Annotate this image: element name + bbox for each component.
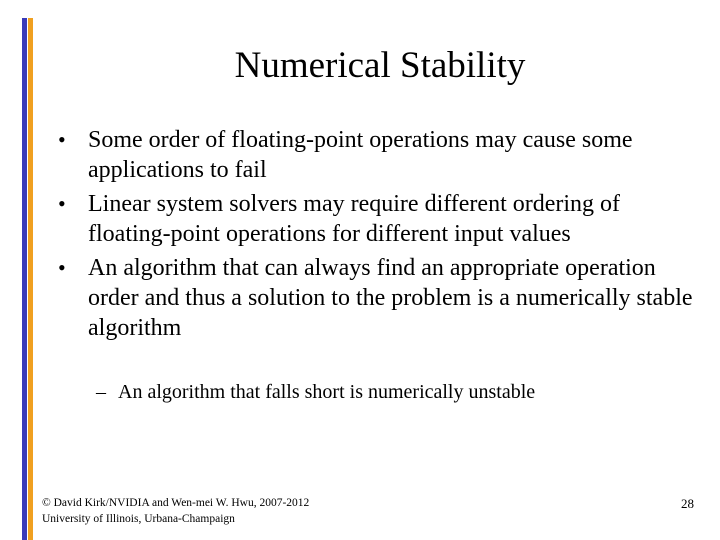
copyright-footer: [42, 495, 309, 527]
bullet-marker: •: [58, 127, 66, 152]
sub-bullet-text: An algorithm that falls short is numerically unstable: [118, 381, 536, 403]
slide-title: Numerical Stability: [234, 45, 526, 86]
page-number: 28: [681, 496, 694, 511]
bullet-marker: •: [58, 191, 66, 216]
bullet-text: An algorithm that can always find an appropriate operation order and thus a solution to the problem is a numerically stable algorithm: [88, 255, 693, 341]
bullet-marker: •: [58, 255, 66, 280]
footer-line-institution: University of Illinois, Urbana-Champaign: [42, 513, 235, 525]
bullet-item: [58, 125, 708, 185]
bullet-text: Some order of floating-point operations may cause some applications to fail: [88, 127, 633, 183]
bullet-item: [58, 189, 708, 249]
sub-bullet-marker: –: [96, 381, 106, 403]
bullet-item: [58, 253, 708, 343]
bullet-list: [58, 125, 708, 347]
left-accent-bar-blue: [22, 18, 27, 540]
sub-bullet-item: [96, 378, 718, 406]
footer-line-copyright: © David Kirk/NVIDIA and Wen-mei W. Hwu, 2007-2012: [42, 497, 310, 509]
bullet-text: Linear system solvers may require different ordering of floating-point operations for different input values: [88, 191, 621, 247]
left-accent-bar-orange: [28, 18, 33, 540]
